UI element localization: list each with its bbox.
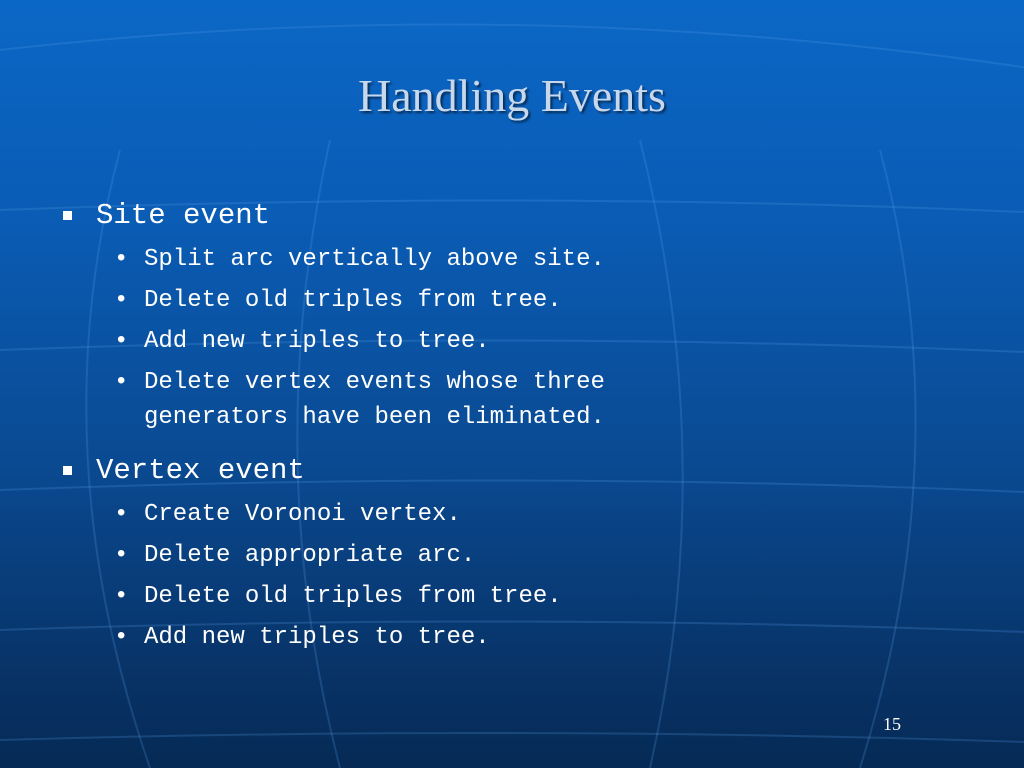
site-event-subitems xyxy=(114,242,758,435)
list-item-text: Add new triples to tree. xyxy=(144,624,490,651)
list-item xyxy=(114,620,758,655)
list-item xyxy=(114,538,758,573)
bullet-list xyxy=(58,180,758,661)
list-item-text: Delete appropriate arc. xyxy=(144,542,476,569)
bullet-label: Site event xyxy=(96,199,271,232)
dot-bullet-icon: • xyxy=(114,583,129,610)
square-bullet-icon xyxy=(63,211,72,220)
list-item-text: Delete old triples from tree. xyxy=(144,583,562,610)
list-item xyxy=(114,242,758,277)
page-number: 15 xyxy=(883,714,901,734)
dot-bullet-icon: • xyxy=(114,624,129,651)
list-item-text: Delete vertex events whose three generators have been eliminated. xyxy=(144,369,605,431)
dot-bullet-icon: • xyxy=(114,501,129,528)
dot-bullet-icon: • xyxy=(114,542,129,569)
list-item-text: Add new triples to tree. xyxy=(144,328,490,355)
dot-bullet-icon: • xyxy=(114,287,129,314)
bullet-vertex-event xyxy=(58,447,758,495)
list-item-text: Create Voronoi vertex. xyxy=(144,501,461,528)
dot-bullet-icon: • xyxy=(114,246,129,273)
dot-bullet-icon: • xyxy=(114,328,129,355)
bullet-label: Vertex event xyxy=(96,454,305,487)
list-item xyxy=(114,283,758,318)
dot-bullet-icon: • xyxy=(114,369,129,396)
bullet-site-event xyxy=(58,192,758,240)
square-bullet-icon xyxy=(63,466,72,475)
list-item-text: Delete old triples from tree. xyxy=(144,287,562,314)
vertex-event-subitems xyxy=(114,497,758,655)
list-item xyxy=(114,579,758,614)
list-item xyxy=(114,497,758,532)
list-item xyxy=(114,365,758,435)
list-item xyxy=(114,324,758,359)
slide-title: Handling Events xyxy=(358,70,666,121)
list-item-text: Split arc vertically above site. xyxy=(144,246,605,273)
